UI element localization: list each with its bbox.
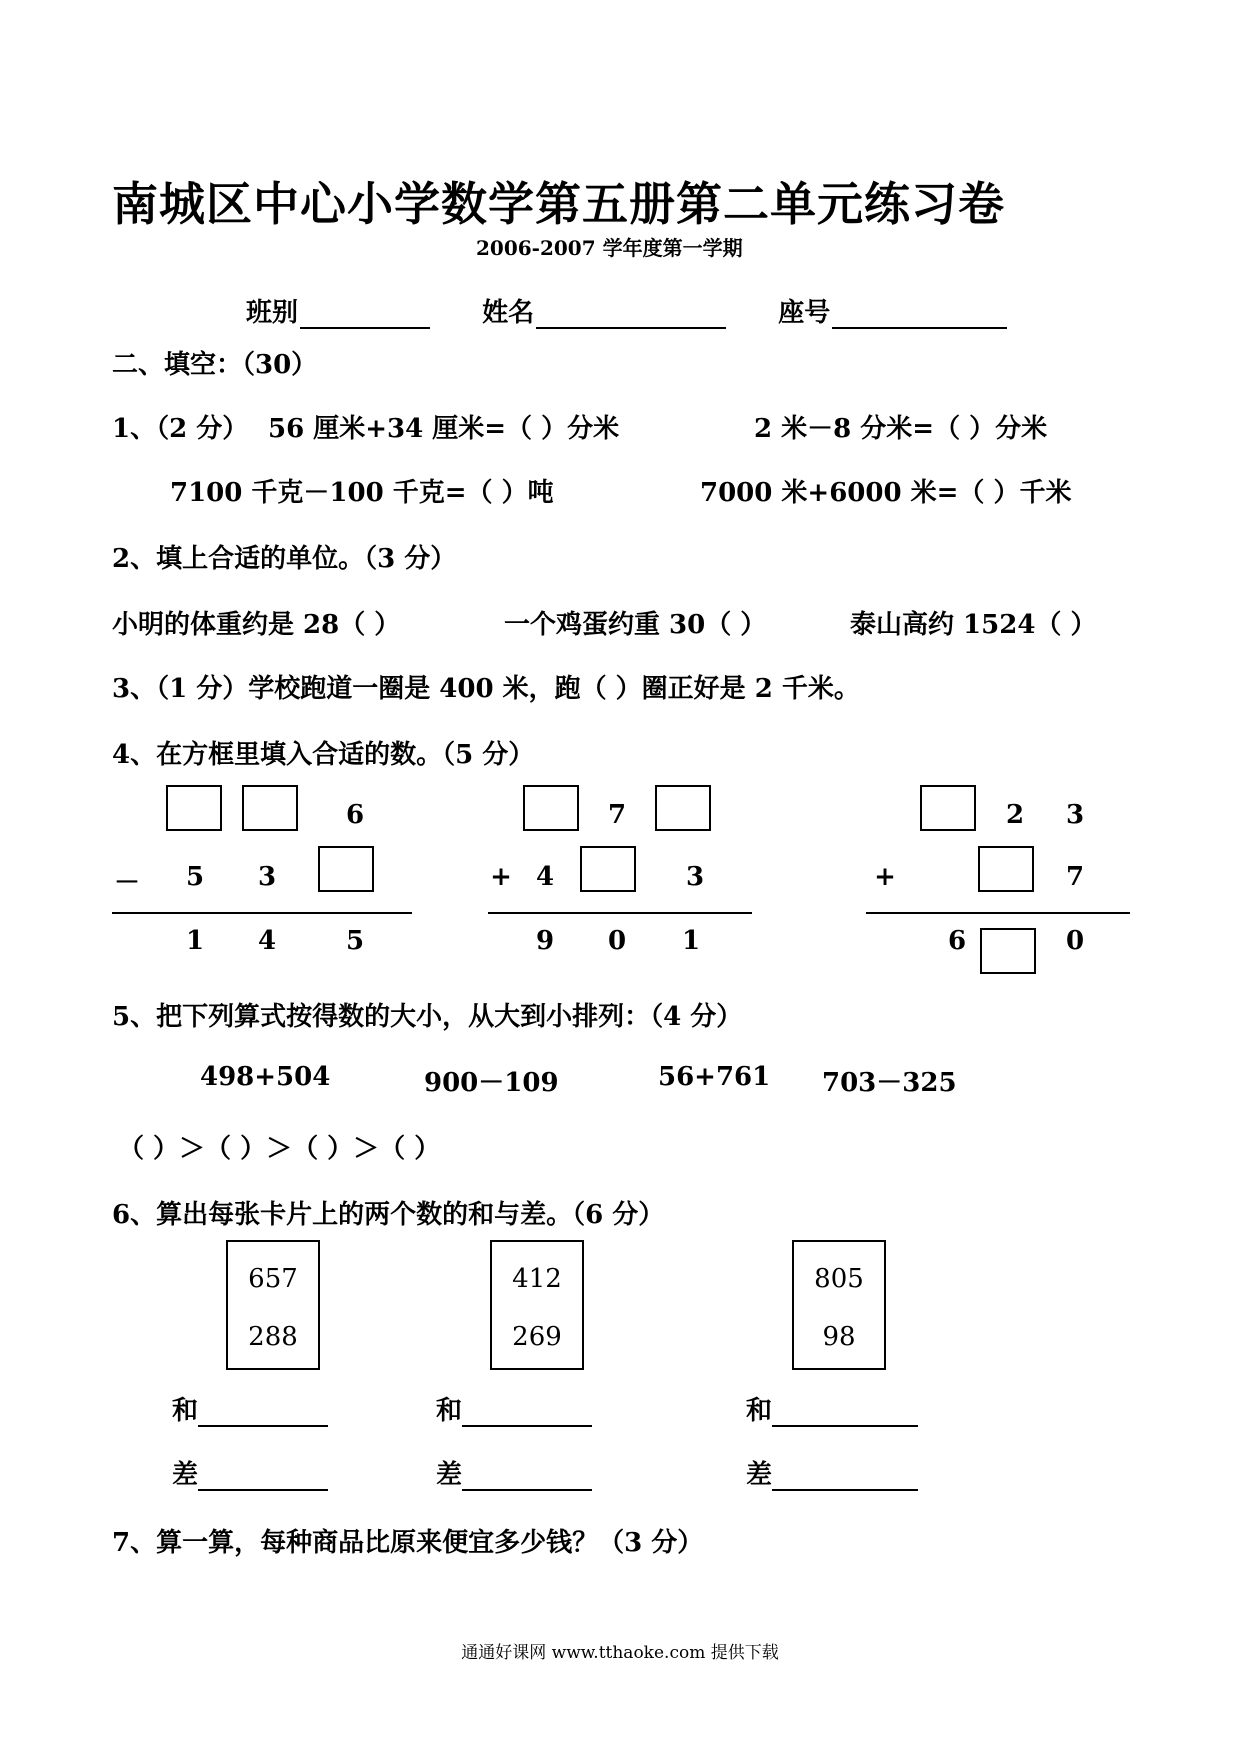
answer-box[interactable] <box>523 785 579 831</box>
q5-label: 5、把下列算式按得数的大小，从大到小排列：（4 分） <box>112 1002 743 1032</box>
sum-row-2 <box>436 1390 592 1427</box>
digit: 7 <box>1065 862 1085 892</box>
card-number: 269 <box>512 1322 562 1352</box>
page-subtitle: 2006-2007 学年度第一学期 <box>476 236 743 260</box>
diff-label: 差 <box>746 1460 773 1490</box>
digit: 7 <box>607 800 627 830</box>
answer-box[interactable] <box>166 785 222 831</box>
number-card <box>226 1240 320 1370</box>
answer-box[interactable] <box>980 928 1036 974</box>
number-card <box>792 1240 886 1370</box>
digit: 4 <box>535 862 555 892</box>
q5-expr: 900－109 <box>424 1068 559 1098</box>
q1-item-a: 56 厘米+34 厘米=（ ）分米 <box>268 414 620 444</box>
q2-item-c: 泰山高约 1524（ ） <box>850 610 1097 640</box>
digit: 4 <box>257 926 277 956</box>
sum-rule <box>866 912 1130 914</box>
seat-field[interactable] <box>832 301 1007 329</box>
class-field[interactable] <box>300 301 430 329</box>
seat-label: 座号 <box>778 298 831 328</box>
answer-box[interactable] <box>580 846 636 892</box>
sum-rule <box>112 912 412 914</box>
q3-text: 3、（1 分）学校跑道一圈是 400 米，跑（ ）圈正好是 2 千米。 <box>112 674 860 704</box>
q2-label: 2、填上合适的单位。（3 分） <box>112 544 457 574</box>
digit: 3 <box>1065 800 1085 830</box>
name-field[interactable] <box>536 301 726 329</box>
sum-label: 和 <box>746 1396 773 1426</box>
q2-item-b: 一个鸡蛋约重 30（ ） <box>504 610 767 640</box>
digit: 3 <box>257 862 277 892</box>
digit: 5 <box>185 862 205 892</box>
footer: 通通好课网 www.tthaoke.com 提供下载 <box>461 1643 779 1663</box>
q7-label: 7、算一算，每种商品比原来便宜多少钱？（3 分） <box>112 1528 704 1558</box>
diff-label: 差 <box>436 1460 463 1490</box>
sum-label: 和 <box>172 1396 199 1426</box>
number-card <box>490 1240 584 1370</box>
answer-box[interactable] <box>318 846 374 892</box>
section-heading: 二、填空：（30） <box>112 350 318 380</box>
answer-box[interactable] <box>920 785 976 831</box>
diff-field[interactable] <box>772 1463 918 1491</box>
sum-row-1 <box>172 1390 328 1427</box>
digit: 1 <box>681 926 701 956</box>
page-title: 南城区中心小学数学第五册第二单元练习卷 <box>112 177 1005 231</box>
digit: 6 <box>345 800 365 830</box>
sum-label: 和 <box>436 1396 463 1426</box>
q5-expr: 498+504 <box>200 1062 331 1092</box>
digit: 5 <box>345 926 365 956</box>
diff-row-3 <box>746 1454 918 1491</box>
answer-box[interactable] <box>655 785 711 831</box>
q1-item-c: 7100 千克－100 千克=（ ）吨 <box>170 478 554 508</box>
card-number: 805 <box>814 1264 864 1294</box>
digit: 1 <box>185 926 205 956</box>
digit: 0 <box>607 926 627 956</box>
name-label: 姓名 <box>482 298 535 328</box>
sum-rule <box>488 912 752 914</box>
q5-order-blanks[interactable]: （ ）＞（ ）＞（ ）＞（ ） <box>118 1134 441 1164</box>
q1-item-b: 2 米－8 分米=（ ）分米 <box>754 414 1048 444</box>
digit: 9 <box>535 926 555 956</box>
class-label: 班别 <box>246 298 299 328</box>
q5-expr: 56+761 <box>658 1062 771 1092</box>
digit: 0 <box>1065 926 1085 956</box>
student-info-row <box>246 292 1007 329</box>
answer-box[interactable] <box>242 785 298 831</box>
sum-field[interactable] <box>772 1399 918 1427</box>
q6-label: 6、算出每张卡片上的两个数的和与差。（6 分） <box>112 1200 665 1230</box>
q5-expr: 703－325 <box>822 1068 957 1098</box>
sum-row-3 <box>746 1390 918 1427</box>
q4-label: 4、在方框里填入合适的数。（5 分） <box>112 740 535 770</box>
q2-item-a: 小明的体重约是 28（ ） <box>112 610 401 640</box>
operator: － <box>113 868 140 898</box>
q1-label: 1、（2 分） <box>112 414 249 444</box>
card-number: 412 <box>512 1264 562 1294</box>
card-number: 657 <box>248 1264 298 1294</box>
q1-item-d: 7000 米+6000 米=（ ）千米 <box>700 478 1072 508</box>
diff-label: 差 <box>172 1460 199 1490</box>
digit: 2 <box>1005 800 1025 830</box>
card-number: 98 <box>822 1322 856 1352</box>
answer-box[interactable] <box>978 846 1034 892</box>
diff-field[interactable] <box>198 1463 328 1491</box>
sum-field[interactable] <box>198 1399 328 1427</box>
operator: + <box>874 862 896 892</box>
diff-row-2 <box>436 1454 592 1491</box>
card-number: 288 <box>248 1322 298 1352</box>
digit: 6 <box>947 926 967 956</box>
sum-field[interactable] <box>462 1399 592 1427</box>
operator: + <box>490 862 512 892</box>
diff-row-1 <box>172 1454 328 1491</box>
digit: 3 <box>685 862 705 892</box>
diff-field[interactable] <box>462 1463 592 1491</box>
